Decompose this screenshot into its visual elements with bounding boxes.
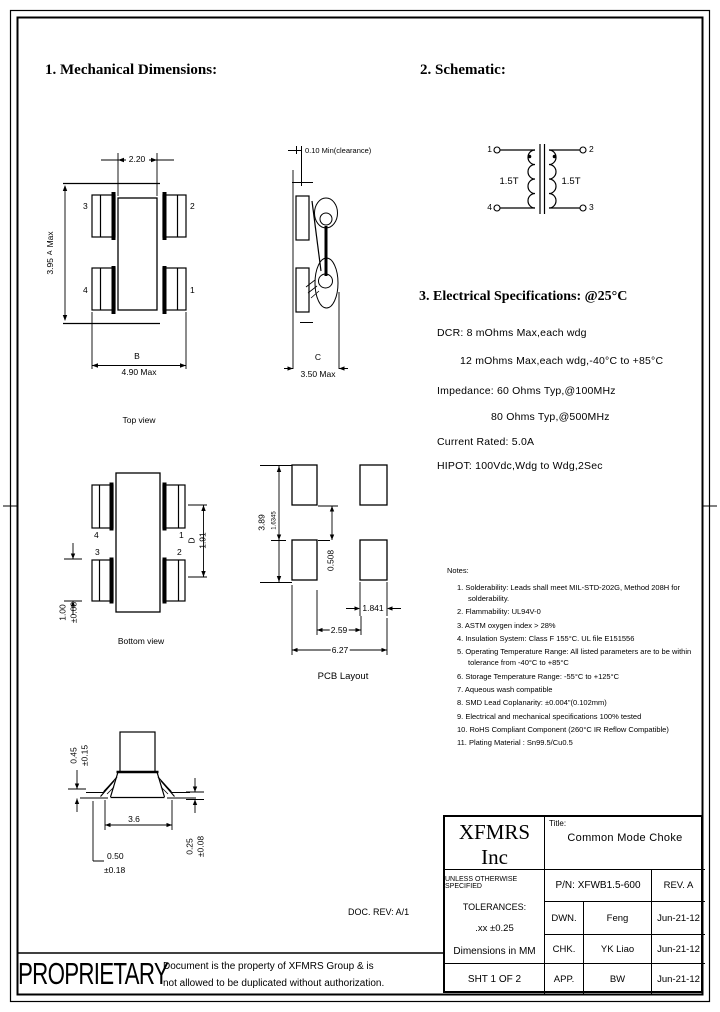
dimensions-unit: Dimensions in MM <box>453 946 536 958</box>
dim-pad-value: 1.00 <box>57 604 68 621</box>
person-name: YK Liao <box>600 943 635 955</box>
role-cell-app <box>545 964 584 995</box>
notes-section <box>447 566 699 752</box>
turns-left-label: 1.5T <box>499 176 519 187</box>
caption-pcb-layout: PCB Layout <box>317 671 369 682</box>
spec-impedance-1: Impedance: 60 Ohms Typ,@100MHz <box>437 385 616 397</box>
dim-lead-tol: ±0.08 <box>195 835 205 858</box>
tolerances-cell <box>445 870 545 964</box>
note-item: 7. Aqueous wash compatible <box>457 684 553 694</box>
dim-b-letter: B <box>134 351 140 361</box>
dim-d-letter: D <box>186 537 197 544</box>
dim-pcb-pad-width: 1.841 <box>362 603 384 613</box>
sch-pin-1: 1 <box>487 144 492 154</box>
drawing-title: Common Mode Choke <box>567 832 683 844</box>
side-view-drawing <box>284 146 348 371</box>
dim-foot-value: 0.50 <box>107 851 124 861</box>
dim-foot-tol: ±0.18 <box>104 865 126 875</box>
top-view-dimension-lines <box>65 153 186 369</box>
dim-standoff-tol: ±0.15 <box>79 744 89 767</box>
pad-terminal-bars <box>110 483 167 604</box>
sheet-number: SHT 1 OF 2 <box>467 974 522 985</box>
sch-pin-2: 2 <box>589 144 594 154</box>
bv-pin-1: 1 <box>179 530 184 540</box>
role-label: CHK. <box>552 943 576 955</box>
spec-hipot: HIPOT: 100Vdc,Wdg to Wdg,2Sec <box>437 460 603 472</box>
person-name: BW <box>609 974 626 985</box>
tolerances-label: TOLERANCES: <box>462 901 527 912</box>
dim-a-suffix: Max <box>44 231 55 248</box>
dim-b-value: 4.90 Max <box>121 367 157 377</box>
bv-pin-3: 3 <box>95 547 100 557</box>
dim-a <box>45 223 55 283</box>
pin-label-4: 4 <box>83 285 88 295</box>
doc-rev: DOC. REV: A/1 <box>348 907 410 917</box>
dim-clearance: 0.10 Min(clearance) <box>305 146 372 155</box>
caption-bottom-view: Bottom view <box>117 636 165 646</box>
notes-title: Notes: <box>447 566 469 575</box>
spec-dcr-2: 12 mOhms Max,each wdg,-40°C to +85°C <box>460 355 664 367</box>
dim-c-value: 3.50 Max <box>300 369 336 379</box>
dim-pcb-gap-value: 0.508 <box>325 549 336 572</box>
role-cell-dwn <box>545 902 584 935</box>
revision: REV. A <box>663 880 694 891</box>
note-item: 5. Operating Temperature Range: All listed parameters are to be within tolerance from -40°C to +85°C <box>457 647 692 668</box>
dim-pcb-pitch: 2.59 <box>330 625 348 635</box>
dim-pcb-row-height-value: 1.6345 <box>271 511 277 530</box>
core-lines <box>540 144 545 214</box>
sheet-cell <box>445 964 545 995</box>
dim-lead-thickness <box>186 832 205 862</box>
winding-right <box>549 150 556 208</box>
date-value: Jun-21-12 <box>657 974 700 985</box>
company-name: XFMRS Inc <box>458 820 531 869</box>
note-item: 10. RoHS Compliant Component (260°C IR Reflow Compatible) <box>457 725 669 734</box>
winding-left <box>528 150 535 208</box>
bv-pin-2: 2 <box>177 547 182 557</box>
unless-otherwise-specified: UNLESS OTHERWISE SPECIFIED <box>445 875 518 890</box>
dim-pcb-row-height <box>271 508 278 534</box>
note-item: 4. Insulation System: Class F 155°C. UL file E151556 <box>457 633 635 643</box>
section-title-electrical: 3. Electrical Specifications: @25°C <box>419 289 628 304</box>
title-cell <box>545 817 705 870</box>
dim-pad-tol: ±0.08 <box>68 601 78 624</box>
caption-top-view: Top view <box>122 415 156 425</box>
pin-label-1: 1 <box>190 285 195 295</box>
dim-d <box>188 529 207 553</box>
dim-standoff <box>70 741 89 771</box>
role-label: APP. <box>553 974 575 985</box>
dim-c-letter: C <box>314 352 322 362</box>
dim-pcb-total-width: 6.27 <box>331 645 349 655</box>
date-cell-app <box>652 964 705 995</box>
dim-lead-value: 0.25 <box>184 838 195 855</box>
note-item: 2. Flammability: UL94V-0 <box>457 607 541 617</box>
pad-terminal-bars <box>112 192 167 314</box>
note-item: 1. Solderability: Leads shall meet MIL-STD-202G, Method 208H for solderability. <box>457 582 681 603</box>
dim-a-letter: A <box>46 250 54 256</box>
dim-d-value: 1.91 <box>197 532 207 549</box>
date-cell-chk <box>652 935 705 964</box>
person-name: Feng <box>606 912 629 924</box>
role-cell-chk <box>545 935 584 964</box>
polarity-dot-left <box>528 155 532 159</box>
proprietary-line1: Document is the property of XFMRS Group & is <box>163 961 374 972</box>
dim-standoff-value: 0.45 <box>68 747 79 764</box>
proprietary-line2: not allowed to be duplicated without authorization. <box>163 978 385 989</box>
dim-pcb-total-height-value: 3.89 <box>256 514 267 531</box>
turns-right-label: 1.5T <box>561 176 581 187</box>
title-label: Title: <box>549 819 567 828</box>
role-label: DWN. <box>551 912 577 924</box>
date-value: Jun-21-12 <box>657 912 700 924</box>
spec-dcr-1: DCR: 8 mOhms Max,each wdg <box>437 327 587 339</box>
sch-pin-4: 4 <box>487 202 492 212</box>
note-item: 3. ASTM oxygen index > 28% <box>457 620 556 630</box>
section-title-schematic: 2. Schematic: <box>420 62 506 78</box>
proprietary-word: PROPRIETARY <box>18 956 169 991</box>
name-cell-dwn <box>584 902 652 935</box>
dim-core-width: 2.20 <box>128 154 146 164</box>
note-item: 8. SMD Lead Coplanarity: ±0.004"(0.102mm) <box>457 698 607 708</box>
name-cell-chk <box>584 935 652 964</box>
spec-current: Current Rated: 5.0A <box>437 436 535 448</box>
dim-pad-height <box>59 598 78 628</box>
top-view-drawing <box>63 153 186 369</box>
pin-label-2: 2 <box>190 201 195 211</box>
pin-label-3: 3 <box>83 201 88 211</box>
top-view-arrowheads <box>63 158 186 368</box>
note-item: 9. Electrical and mechanical specifications 100% tested <box>457 711 642 721</box>
bv-pin-4: 4 <box>94 530 99 540</box>
bottom-view-drawing <box>64 473 207 615</box>
title-block <box>443 815 703 993</box>
note-item: 6. Storage Temperature Range: -55°C to +125°C <box>457 671 619 681</box>
section-title-mechanical: 1. Mechanical Dimensions: <box>45 62 218 78</box>
sch-pin-3: 3 <box>589 202 594 212</box>
part-number-cell <box>545 870 652 902</box>
dim-span: 3.6 <box>128 814 140 824</box>
dim-a-value: 3.95 <box>44 258 55 275</box>
spec-impedance-2: 80 Ohms Typ,@500MHz <box>491 411 610 423</box>
polarity-dot-right <box>553 155 557 159</box>
company-cell <box>445 817 545 870</box>
date-value: Jun-21-12 <box>657 943 700 955</box>
dim-pcb-total-height <box>258 510 267 536</box>
name-cell-app <box>584 964 652 995</box>
revision-cell <box>652 870 705 902</box>
dim-pcb-gap <box>327 547 336 575</box>
note-item: 11. Plating Material : Sn99.5/Cu0.5 <box>457 738 573 748</box>
part-number: P/N: XFWB1.5-600 <box>555 880 641 891</box>
tolerances-value: .xx ±0.25 <box>475 923 514 935</box>
date-cell-dwn <box>652 902 705 935</box>
